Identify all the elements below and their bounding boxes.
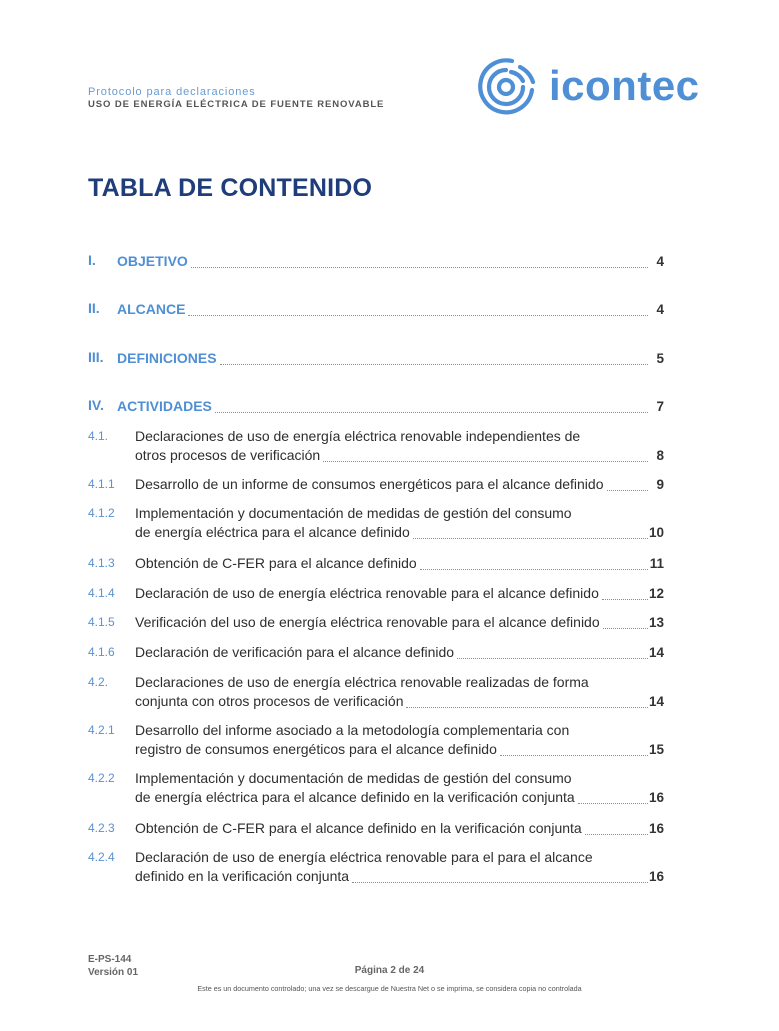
toc-entry[interactable] — [88, 427, 664, 465]
toc-entry-title — [135, 721, 625, 759]
toc-entry-page: 10 — [648, 525, 664, 540]
toc-entry-number: 4.1.3 — [88, 556, 115, 570]
toc-entry-title — [135, 475, 625, 494]
toc-entry-number: 4.1.5 — [88, 615, 115, 629]
toc-dot-leader — [188, 315, 648, 316]
toc-entry-page: 7 — [656, 399, 664, 414]
toc-entry[interactable] — [88, 848, 664, 886]
toc-entry-number: I. — [88, 252, 96, 268]
toc-entry-number: III. — [88, 349, 104, 365]
toc-entry-title — [135, 554, 625, 573]
icontec-logo-icon — [470, 56, 544, 116]
toc-entry-title-line: DEFINICIONES — [117, 350, 217, 366]
toc-entry-title — [117, 349, 607, 368]
toc-entry[interactable] — [88, 504, 664, 542]
toc-entry-title — [135, 673, 625, 711]
toc-entry-number: 4.2.4 — [88, 850, 115, 864]
toc-entry-number: 4.2.2 — [88, 771, 115, 785]
toc-entry-page: 5 — [656, 351, 664, 366]
toc-entry-number: 4.1.1 — [88, 477, 115, 491]
toc-entry-page: 9 — [656, 477, 664, 492]
toc-entry[interactable] — [88, 673, 664, 711]
toc-dot-leader — [607, 490, 649, 491]
toc-entry-title-line: otros procesos de verificación — [135, 447, 321, 463]
toc-entry-title — [135, 769, 625, 807]
controlled-document-note: Este es un documento controlado; una vez se descargue de Nuestra Net o se imprima, se considera copia no controlada — [197, 984, 582, 993]
toc-entry-title — [135, 819, 625, 838]
toc-entry[interactable] — [88, 819, 664, 838]
toc-entry-title-line: de energía eléctrica para el alcance definido en la verificación conjunta — [135, 789, 575, 805]
toc-dot-leader — [457, 658, 648, 659]
document-code: E-PS-144 — [88, 954, 132, 965]
toc-entry-page: 16 — [648, 790, 664, 805]
toc-entry-title-line: Implementación y documentación de medidas de gestión del consumo — [135, 505, 572, 521]
toc-entry-number: 4.1.4 — [88, 586, 115, 600]
toc-entry-number: 4.1. — [88, 429, 109, 443]
toc-dot-leader — [585, 834, 648, 835]
toc-entry-page: 4 — [656, 254, 664, 269]
header-protocol-line: Protocolo para declaraciones — [88, 86, 256, 98]
page-number: Página 2 de 24 — [354, 965, 425, 976]
toc-entry[interactable] — [88, 475, 664, 494]
toc-entry-title — [117, 252, 607, 271]
toc-entry-number: IV. — [88, 397, 104, 413]
header-subject-line: USO DE ENERGÍA ELÉCTRICA DE FUENTE RENOVABLE — [88, 99, 385, 110]
toc-entry-title-line: Declaración de uso de energía eléctrica renovable para el alcance definido — [135, 585, 599, 601]
toc-dot-leader — [352, 882, 648, 883]
page-title: TABLA DE CONTENIDO — [88, 174, 373, 202]
toc-entry-title-line: ACTIVIDADES — [117, 398, 212, 414]
toc-dot-leader — [420, 569, 648, 570]
toc-entry-page: 13 — [648, 615, 664, 630]
toc-entry[interactable] — [88, 721, 664, 759]
toc-dot-leader — [578, 803, 648, 804]
toc-entry-number: 4.1.2 — [88, 506, 115, 520]
toc-entry-title-line: Declaraciones de uso de energía eléctrica renovable realizadas de forma — [135, 674, 589, 690]
toc-entry-title-line: OBJETIVO — [117, 253, 188, 269]
document-version: Versión 01 — [88, 967, 139, 978]
toc-dot-leader — [406, 707, 648, 708]
toc-entry[interactable] — [88, 613, 664, 632]
toc-entry-title-line: registro de consumos energéticos para el alcance definido — [135, 741, 497, 757]
toc-entry-title-line: Declaración de uso de energía eléctrica renovable para el para el alcance — [135, 849, 593, 865]
toc-entry[interactable] — [88, 252, 664, 271]
toc-entry-title-line: Desarrollo de un informe de consumos energéticos para el alcance definido — [135, 476, 604, 492]
toc-entry-title — [117, 300, 607, 319]
toc-entry-title — [135, 427, 625, 465]
toc-entry-page: 4 — [656, 302, 664, 317]
toc-entry-title — [135, 643, 625, 662]
toc-entry-number: 4.2. — [88, 675, 109, 689]
toc-dot-leader — [220, 364, 648, 365]
toc-entry-title — [117, 397, 607, 416]
toc-entry[interactable] — [88, 643, 664, 662]
toc-entry-page: 14 — [648, 694, 664, 709]
toc-entry-title-line: conjunta con otros procesos de verificación — [135, 693, 404, 709]
toc-dot-leader — [323, 461, 648, 462]
toc-entry-title-line: de energía eléctrica para el alcance definido — [135, 524, 410, 540]
toc-entry-page: 12 — [648, 586, 664, 601]
toc-entry-number: 4.2.3 — [88, 821, 115, 835]
toc-entry[interactable] — [88, 349, 664, 368]
toc-entry-title-line: definido en la verificación conjunta — [135, 868, 350, 884]
toc-dot-leader — [602, 599, 648, 600]
toc-entry-title-line: ALCANCE — [117, 301, 186, 317]
toc-entry-title-line: Obtención de C-FER para el alcance definido en la verificación conjunta — [135, 820, 582, 836]
toc-entry-page: 16 — [648, 869, 664, 884]
toc-entry[interactable] — [88, 300, 664, 319]
toc-entry-page: 8 — [656, 448, 664, 463]
toc-entry-number: 4.2.1 — [88, 723, 115, 737]
toc-entry-page: 15 — [648, 742, 664, 757]
toc-dot-leader — [215, 412, 648, 413]
toc-entry-title — [135, 584, 625, 603]
toc-entry-title-line: Declaraciones de uso de energía eléctrica renovable independientes de — [135, 428, 581, 444]
toc-entry-number: 4.1.6 — [88, 645, 115, 659]
toc-entry-title-line: Obtención de C-FER para el alcance definido — [135, 555, 417, 571]
toc-entry[interactable] — [88, 554, 664, 573]
toc-entry-title — [135, 504, 625, 542]
toc-entry-page: 11 — [649, 556, 664, 571]
toc-entry[interactable] — [88, 584, 664, 603]
toc-entry-page: 16 — [648, 821, 664, 836]
toc-entry-number: II. — [88, 300, 100, 316]
toc-entry-title — [135, 848, 625, 886]
toc-entry[interactable] — [88, 769, 664, 807]
toc-dot-leader — [603, 628, 648, 629]
toc-entry-title-line: Declaración de verificación para el alcance definido — [135, 644, 455, 660]
toc-entry-title-line: Implementación y documentación de medidas de gestión del consumo — [135, 770, 572, 786]
icontec-logo — [470, 56, 700, 118]
toc-dot-leader — [191, 267, 648, 268]
toc-dot-leader — [413, 538, 648, 539]
icontec-logo-text: icontec — [549, 62, 700, 109]
toc-entry[interactable] — [88, 397, 664, 416]
toc-dot-leader — [500, 755, 648, 756]
toc-entry-title-line: Desarrollo del informe asociado a la metodología complementaria con — [135, 722, 570, 738]
toc-entry-title-line: Verificación del uso de energía eléctrica renovable para el alcance definido — [135, 614, 600, 630]
toc-entry-title — [135, 613, 625, 632]
toc-entry-page: 14 — [648, 645, 664, 660]
document-header — [88, 85, 384, 111]
